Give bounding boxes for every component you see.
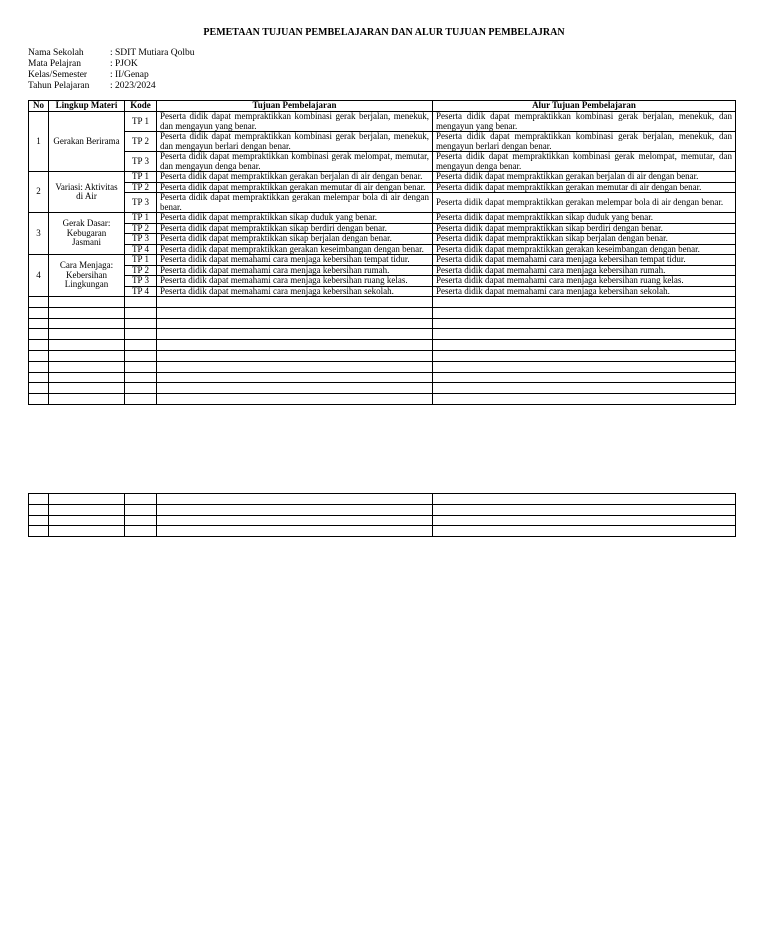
- meta-value: : 2023/2024: [110, 81, 156, 91]
- table-header-row: [29, 101, 736, 112]
- kode-cell: TP 3: [125, 276, 157, 287]
- atp-cell: Peserta didik dapat memahami cara menjaga kebersihan ruang kelas.: [433, 276, 736, 287]
- header-materi: Lingkup Materi: [49, 101, 125, 112]
- kode-cell: TP 3: [125, 234, 157, 245]
- mapping-table: [28, 100, 736, 405]
- atp-cell: Peserta didik dapat mempraktikkan kombinasi gerak berjalan, menekuk, dan mengayun yang benar.: [433, 112, 736, 132]
- meta-label: Kelas/Semester: [28, 70, 88, 80]
- table-row: [29, 255, 736, 266]
- atp-cell: Peserta didik dapat memahami cara menjaga kebersihan tempat tidur.: [433, 255, 736, 266]
- tp-cell: Peserta didik dapat memahami cara menjaga kebersihan sekolah.: [157, 286, 433, 297]
- meta-row-subject: [28, 59, 195, 70]
- meta-row-year: [28, 81, 195, 92]
- atp-cell: Peserta didik dapat memahami cara menjaga kebersihan rumah.: [433, 265, 736, 276]
- tp-cell: Peserta didik dapat mempraktikkan gerakan melempar bola di air dengan benar.: [157, 193, 433, 213]
- materi-cell: Gerakan Berirama: [49, 112, 125, 172]
- atp-cell: Peserta didik dapat mempraktikkan gerakan melempar bola di air dengan benar.: [433, 193, 736, 213]
- header-kode: Kode: [125, 101, 157, 112]
- table-row: [29, 112, 736, 132]
- tp-cell: Peserta didik dapat mempraktikkan sikap duduk yang benar.: [157, 213, 433, 224]
- materi-cell: Variasi: Aktivitas di Air: [49, 172, 125, 213]
- kode-cell: TP 4: [125, 244, 157, 255]
- table-row: [29, 223, 736, 234]
- materi-cell: Gerak Dasar: Kebugaran Jasmani: [49, 213, 125, 255]
- kode-cell: TP 2: [125, 182, 157, 193]
- empty-row: [29, 394, 736, 405]
- empty-row: [29, 350, 736, 361]
- empty-row: [29, 329, 736, 340]
- row-number: 1: [29, 112, 49, 172]
- atp-cell: Peserta didik dapat mempraktikkan kombinasi gerak berjalan, menekuk, dan mengayun berlari dengan benar.: [433, 132, 736, 152]
- kode-cell: TP 2: [125, 265, 157, 276]
- tp-cell: Peserta didik dapat mempraktikkan sikap berdiri dengan benar.: [157, 223, 433, 234]
- table-row: [29, 152, 736, 172]
- empty-row: [29, 526, 736, 537]
- atp-cell: Peserta didik dapat mempraktikkan gerakan keseimbangan dengan benar.: [433, 244, 736, 255]
- table-row: [29, 244, 736, 255]
- meta-label: Mata Pelajran: [28, 59, 82, 69]
- kode-cell: TP 1: [125, 172, 157, 183]
- table-row: [29, 265, 736, 276]
- table-row: [29, 132, 736, 152]
- table-row: [29, 172, 736, 183]
- atp-cell: Peserta didik dapat mempraktikkan sikap berdiri dengan benar.: [433, 223, 736, 234]
- kode-cell: TP 1: [125, 213, 157, 224]
- tp-cell: Peserta didik dapat memahami cara menjaga kebersihan ruang kelas.: [157, 276, 433, 287]
- row-number: 4: [29, 255, 49, 297]
- row-number: 3: [29, 213, 49, 255]
- document-meta: [28, 48, 195, 92]
- empty-row: [29, 297, 736, 308]
- empty-row: [29, 504, 736, 515]
- atp-cell: Peserta didik dapat mempraktikkan gerakan memutar di air dengan benar.: [433, 182, 736, 193]
- kode-cell: TP 1: [125, 255, 157, 266]
- empty-row: [29, 515, 736, 526]
- tp-cell: Peserta didik dapat memahami cara menjaga kebersihan rumah.: [157, 265, 433, 276]
- empty-row: [29, 494, 736, 505]
- tp-cell: Peserta didik dapat memahami cara menjaga kebersihan tempat tidur.: [157, 255, 433, 266]
- empty-row: [29, 383, 736, 394]
- row-number: 2: [29, 172, 49, 213]
- meta-label: Nama Sekolah: [28, 48, 84, 58]
- empty-row: [29, 307, 736, 318]
- kode-cell: TP 2: [125, 223, 157, 234]
- tp-cell: Peserta didik dapat mempraktikkan kombinasi gerak berjalan, menekuk, dan mengayun berlari dengan benar.: [157, 132, 433, 152]
- empty-row: [29, 372, 736, 383]
- tp-cell: Peserta didik dapat mempraktikkan gerakan memutar di air dengan benar.: [157, 182, 433, 193]
- tp-cell: Peserta didik dapat mempraktikkan sikap berjalan dengan benar.: [157, 234, 433, 245]
- meta-value: : SDIT Mutiara Qolbu: [110, 48, 195, 58]
- meta-value: : PJOK: [110, 59, 138, 69]
- tp-cell: Peserta didik dapat mempraktikkan gerakan berjalan di air dengan benar.: [157, 172, 433, 183]
- atp-cell: Peserta didik dapat mempraktikkan gerakan berjalan di air dengan benar.: [433, 172, 736, 183]
- meta-row-school: [28, 48, 195, 59]
- kode-cell: TP 2: [125, 132, 157, 152]
- tp-cell: Peserta didik dapat mempraktikkan kombinasi gerak berjalan, menekuk, dan mengayun yang benar.: [157, 112, 433, 132]
- table-row: [29, 213, 736, 224]
- kode-cell: TP 3: [125, 193, 157, 213]
- empty-row: [29, 318, 736, 329]
- table-row: [29, 276, 736, 287]
- meta-value: : II/Genap: [110, 70, 149, 80]
- atp-cell: Peserta didik dapat mempraktikkan sikap duduk yang benar.: [433, 213, 736, 224]
- header-tp: Tujuan Pembelajaran: [157, 101, 433, 112]
- atp-cell: Peserta didik dapat memahami cara menjaga kebersihan sekolah.: [433, 286, 736, 297]
- materi-cell: Cara Menjaga: Kebersihan Lingkungan: [49, 255, 125, 297]
- table-row: [29, 193, 736, 213]
- header-no: No: [29, 101, 49, 112]
- empty-row: [29, 361, 736, 372]
- continuation-table: [28, 493, 736, 537]
- table-row: [29, 234, 736, 245]
- kode-cell: TP 3: [125, 152, 157, 172]
- kode-cell: TP 4: [125, 286, 157, 297]
- table-row: [29, 182, 736, 193]
- page-title: PEMETAAN TUJUAN PEMBELAJARAN DAN ALUR TUJUAN PEMBELAJRAN: [203, 27, 565, 38]
- atp-cell: Peserta didik dapat mempraktikkan sikap berjalan dengan benar.: [433, 234, 736, 245]
- tp-cell: Peserta didik dapat mempraktikkan gerakan keseimbangan dengan benar.: [157, 244, 433, 255]
- kode-cell: TP 1: [125, 112, 157, 132]
- tp-cell: Peserta didik dapat mempraktikkan kombinasi gerak melompat, memutar, dan mengayun denga benar.: [157, 152, 433, 172]
- header-atp: Alur Tujuan Pembelajaran: [433, 101, 736, 112]
- meta-row-class: [28, 70, 195, 81]
- table-row: [29, 286, 736, 297]
- atp-cell: Peserta didik dapat mempraktikkan kombinasi gerak melompat, memutar, dan mengayun denga benar.: [433, 152, 736, 172]
- empty-row: [29, 340, 736, 351]
- meta-label: Tahun Pelajaran: [28, 81, 90, 91]
